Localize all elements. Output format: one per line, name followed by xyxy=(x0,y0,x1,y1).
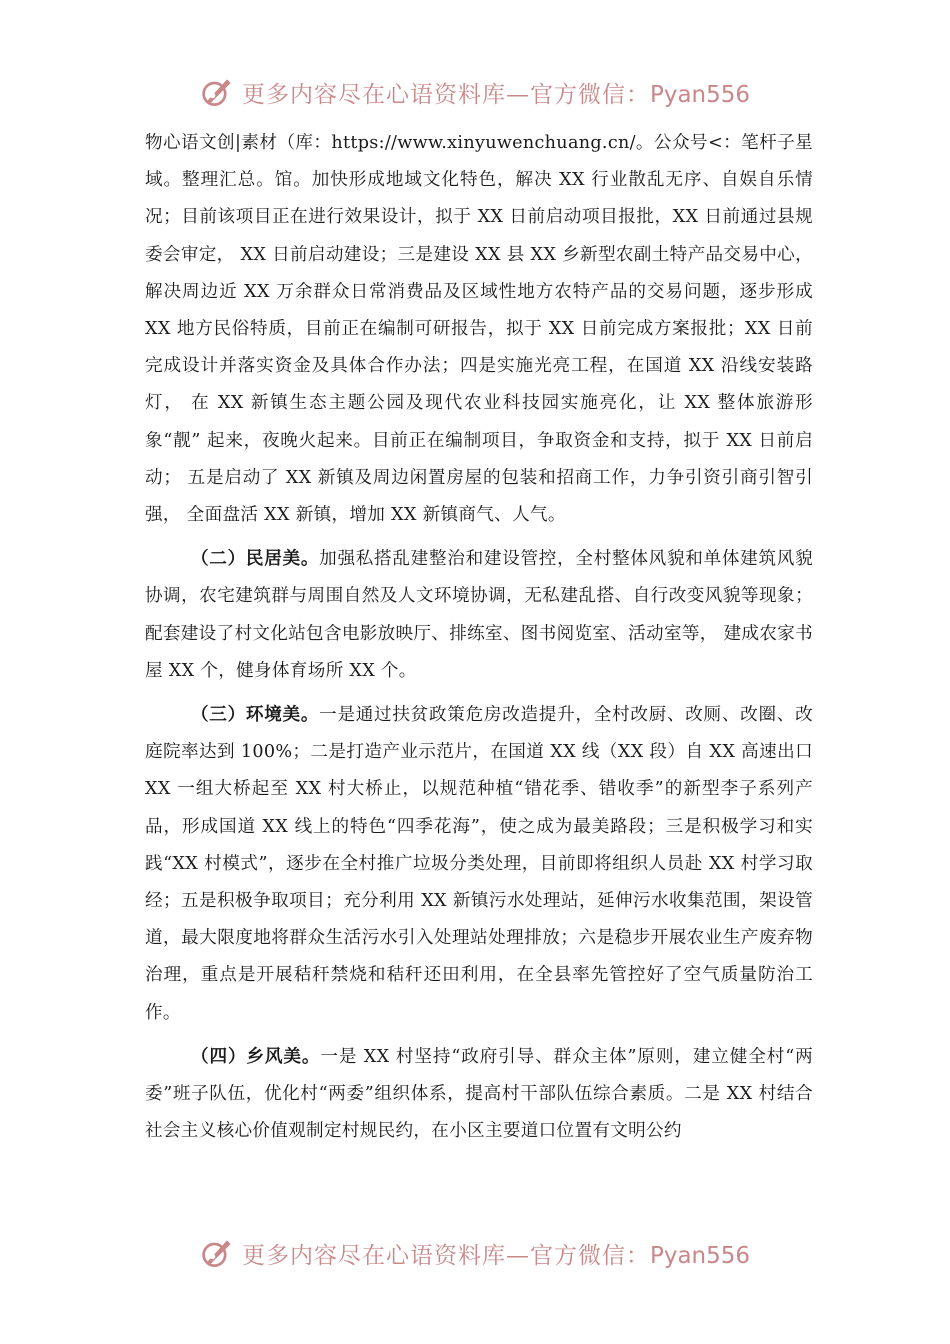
paragraph-residences xyxy=(145,541,813,690)
document-body xyxy=(145,125,813,1150)
banner-text: 更多内容尽在心语资料库—官方微信：Pyan556 xyxy=(241,81,751,108)
paragraph-continued xyxy=(145,125,813,534)
section-heading: （二）民居美。 xyxy=(191,549,320,570)
paragraph-rural-culture xyxy=(145,1039,813,1151)
section-heading: （四）乡风美。 xyxy=(191,1046,321,1067)
banner-handle: Pyan556 xyxy=(649,81,751,108)
quill-pen-logo-icon xyxy=(200,1235,236,1271)
quill-pen-logo-icon xyxy=(200,74,236,110)
paragraph-text: 物心语文创|素材（库：https://www.xinyuwenchuang.cn/。公众号<：笔杆子星域。整理汇总。馆。加快形成地域文化特色，解决 XX 行业散乱无序、自娱自乐情况；目前该项目正在进行效果设计，拟于 XX 日前启动项目报批，XX 日前通过县规委会审定， XX 日前启动建设；三是建设 XX 县 XX 乡新型农副土特产品交易中心，解决周边近 XX 万余群众日常消费品及区域性地方农特产品的交易问题，逐步形成 XX 地方民俗特质，目前正在编制可研报告，拟于 XX 日前完成方案报批；XX 日前完成设计并落实资金及具体合作办法；四是实施光亮工程，在国道 XX 沿线安装路灯， 在 XX 新镇生态主题公园及现代农业科技园实施亮化，让 XX 整体旅游形象“靓” 起来，夜晚火起来。目前正在编制项目，争取资金和支持，拟于 XX 日前启动； 五是启动了 XX 新镇及周边闲置房屋的包装和招商工作，力争引资引商引智引强， 全面盘活 XX 新镇，增加 XX 新镇商气、人气。 xyxy=(145,133,813,526)
paragraph-environment xyxy=(145,697,813,1032)
footer-banner xyxy=(0,1233,950,1273)
section-heading: （三）环境美。 xyxy=(191,705,320,726)
banner-handle: Pyan556 xyxy=(649,1242,751,1269)
paragraph-text: 加强私搭乱建整治和建设管控，全村整体风貌和单体建筑风貌协调，农宅建筑群与周围自然及人文环境协调，无私建乱搭、自行改变风貌等现象；配套建设了村文化站包含电影放映厅、排练室、图书阅览室、活动室等， 建成农家书屋 XX 个，健身体育场所 XX 个。 xyxy=(145,549,813,681)
header-banner xyxy=(0,72,950,112)
footer-banner-inner xyxy=(200,1235,750,1271)
banner-text: 更多内容尽在心语资料库—官方微信：Pyan556 xyxy=(241,1242,751,1269)
header-banner-inner xyxy=(200,74,750,110)
paragraph-text: 一是通过扶贫政策危房改造提升，全村改厨、改厕、改圈、改庭院率达到 100%；二是打造产业示范片，在国道 XX 线（XX 段）自 XX 高速出口 XX 一组大桥起至 XX 村大桥止，以规范种植“错花季、错收季”的新型李子系列产品，形成国道 XX 线上的特色“四季花海”，使之成为最美路段；三是积极学习和实践“XX 村模式”，逐步在全村推广垃圾分类处理，目前即将组织人员赴 XX 村学习取经；五是积极争取项目；充分利用 XX 新镇污水处理站，延伸污水收集范围，架设管道，最大限度地将群众生活污水引入处理站处理排放；六是稳步开展农业生产废弃物治理，重点是开展秸秆禁烧和秸秆还田利用，在全县率先管控好了空气质量防治工作。 xyxy=(145,705,813,1023)
paragraph-text: 一是 XX 村坚持“政府引导、群众主体”原则，建立健全村“两委”班子队伍，优化村“两委”组织体系，提高村干部队伍综合素质。二是 XX 村结合社会主义核心价值观制定村规民约，在小区主要道口位置有文明公约 xyxy=(145,1046,813,1142)
